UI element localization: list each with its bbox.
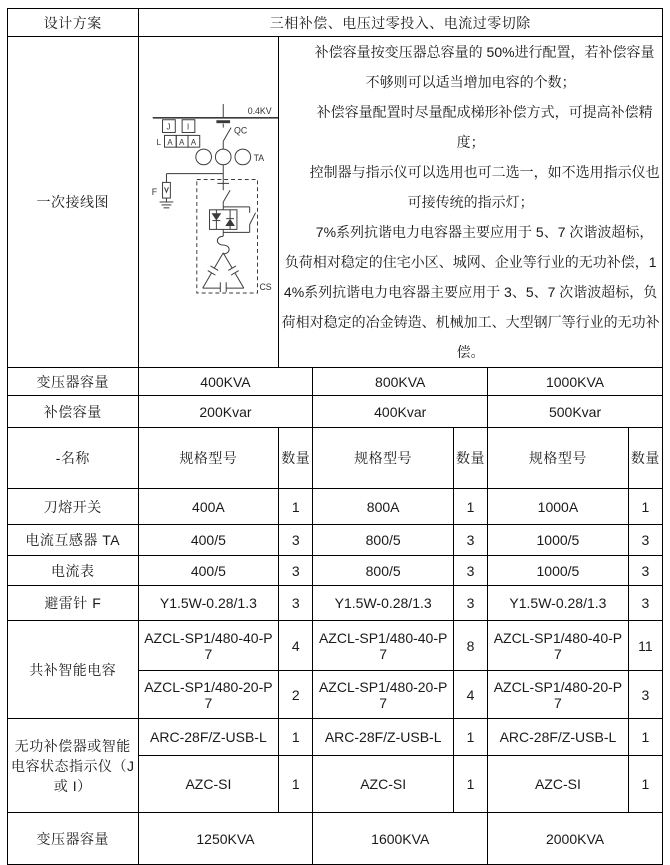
spec-cell: ARC-28F/Z-USB-L xyxy=(488,719,629,756)
component-label: 刀熔开关 xyxy=(8,489,139,525)
qty-header: 数量 xyxy=(453,428,487,489)
spec-cell: 1000/5 xyxy=(488,556,629,586)
component-label: 避雷针 F xyxy=(8,586,139,621)
compensation-capacity-row xyxy=(8,396,663,428)
one-line-diagram-cell xyxy=(138,37,279,368)
footer-transformer-value: 1600KVA xyxy=(313,813,488,865)
indicator-group-row xyxy=(8,719,663,756)
spec-cell: 800A xyxy=(313,489,454,525)
a-label: A xyxy=(167,137,173,147)
component-row xyxy=(8,525,663,556)
voltage-label: 0.4KV xyxy=(247,105,272,116)
a-label: A xyxy=(178,137,184,147)
design-scheme-row xyxy=(8,9,663,37)
transformer-capacity-value: 400KVA xyxy=(138,368,313,396)
qty-cell: 2 xyxy=(279,671,313,719)
spec-cell: AZCL-SP1/480-20-P7 xyxy=(138,671,279,719)
footer-transformer-value: 2000KVA xyxy=(488,813,663,865)
transformer-capacity-row xyxy=(8,368,663,396)
qty-cell: 3 xyxy=(279,556,313,586)
qty-cell: 3 xyxy=(628,525,662,556)
footer-transformer-row xyxy=(8,813,663,865)
i-label: I xyxy=(186,122,189,132)
qty-cell: 1 xyxy=(628,489,662,525)
transformer-capacity-value: 800KVA xyxy=(313,368,488,396)
capacitor-group-label: 共补智能电容 xyxy=(8,621,139,719)
qty-cell: 1 xyxy=(453,719,487,756)
qty-cell: 3 xyxy=(628,556,662,586)
compensation-capacity-value: 400Kvar xyxy=(313,396,488,428)
qty-cell: 1 xyxy=(628,756,662,813)
qty-cell: 8 xyxy=(453,621,487,671)
spec-cell: 400/5 xyxy=(138,525,279,556)
qty-cell: 3 xyxy=(279,586,313,621)
l-label: L xyxy=(156,137,161,147)
qc-switch-blade xyxy=(223,127,231,141)
a-label: A xyxy=(190,137,196,147)
qty-cell: 1 xyxy=(279,489,313,525)
compensation-capacity-value: 200Kvar xyxy=(138,396,313,428)
spec-cell: 400A xyxy=(138,489,279,525)
compensation-capacity-label: 补偿容量 xyxy=(8,396,139,428)
ct-circle xyxy=(235,149,251,165)
capacitor-group-row xyxy=(8,621,663,671)
indicator-group-label: 无功补偿器或智能电容状态指示仪（J 或 I） xyxy=(8,719,139,813)
design-notes xyxy=(279,37,663,368)
reactor-coil xyxy=(217,236,229,254)
bypass-switch-blade xyxy=(249,212,255,224)
footer-transformer-label: 变压器容量 xyxy=(8,813,139,865)
qty-cell: 1 xyxy=(279,719,313,756)
qty-cell: 3 xyxy=(628,586,662,621)
qty-cell: 3 xyxy=(628,671,662,719)
thyristor-down xyxy=(212,213,220,219)
ct-circle xyxy=(195,149,211,165)
qty-header: 数量 xyxy=(628,428,662,489)
spec-header: 规格型号 xyxy=(313,428,454,489)
transformer-capacity-value: 1000KVA xyxy=(488,368,663,396)
ta-label: TA xyxy=(253,152,264,163)
f-label: F xyxy=(151,186,157,197)
spec-cell: AZC-SI xyxy=(488,756,629,813)
spec-cell: 1000A xyxy=(488,489,629,525)
spec-cell: AZCL-SP1/480-40-P7 xyxy=(488,621,629,671)
internal-switch-blade xyxy=(223,190,230,202)
thyristor-up xyxy=(226,219,234,225)
component-row xyxy=(8,556,663,586)
ct-circle xyxy=(215,149,231,165)
spec-cell: 1000/5 xyxy=(488,525,629,556)
spec-header: 规格型号 xyxy=(488,428,629,489)
spec-cell: 800/5 xyxy=(313,525,454,556)
component-label: 电流表 xyxy=(8,556,139,586)
spec-cell: Y1.5W-0.28/1.3 xyxy=(138,586,279,621)
qc-label: QC xyxy=(233,124,247,135)
qty-header: 数量 xyxy=(279,428,313,489)
component-label: 电流互感器 TA xyxy=(8,525,139,556)
note-paragraph: 补偿容量配置时尽量配成梯形补偿方式，可提高补偿精度； xyxy=(316,104,653,150)
cs-label: CS xyxy=(259,281,272,292)
qty-cell: 1 xyxy=(453,756,487,813)
spec-cell: ARC-28F/Z-USB-L xyxy=(313,719,454,756)
compensation-capacity-value: 500Kvar xyxy=(488,396,663,428)
spec-cell: AZC-SI xyxy=(313,756,454,813)
arrester-body xyxy=(162,182,170,198)
qty-cell: 3 xyxy=(279,525,313,556)
spec-table xyxy=(7,8,663,865)
qty-cell: 4 xyxy=(453,671,487,719)
qty-cell: 1 xyxy=(279,756,313,813)
wiring-diagram-row xyxy=(8,37,663,368)
spec-cell: Y1.5W-0.28/1.3 xyxy=(488,586,629,621)
spec-cell: AZC-SI xyxy=(138,756,279,813)
wiring-diagram-label: 一次接线图 xyxy=(8,37,139,368)
transformer-capacity-label: 变压器容量 xyxy=(8,368,139,396)
one-line-diagram xyxy=(141,44,279,358)
design-scheme-label: 设计方案 xyxy=(8,9,139,37)
spec-header: 规格型号 xyxy=(138,428,279,489)
qty-cell: 11 xyxy=(628,621,662,671)
spec-cell: 800/5 xyxy=(313,556,454,586)
capacitor-unit-outline xyxy=(196,179,257,293)
component-row xyxy=(8,489,663,525)
qty-cell: 4 xyxy=(279,621,313,671)
column-header-row xyxy=(8,428,663,489)
j-label: J xyxy=(166,122,170,132)
spec-cell: Y1.5W-0.28/1.3 xyxy=(313,586,454,621)
spec-cell: AZCL-SP1/480-40-P7 xyxy=(313,621,454,671)
spec-cell: AZCL-SP1/480-40-P7 xyxy=(138,621,279,671)
note-paragraph: 补偿容量按变压器总容量的 50%进行配置，若补偿容量不够则可以适当增加电容的个数； xyxy=(314,44,655,90)
spec-cell: AZCL-SP1/480-20-P7 xyxy=(313,671,454,719)
spec-cell: 400/5 xyxy=(138,556,279,586)
spec-cell: ARC-28F/Z-USB-L xyxy=(138,719,279,756)
qty-cell: 1 xyxy=(628,719,662,756)
name-header: -名称 xyxy=(8,428,139,489)
thyristor-box xyxy=(209,209,236,229)
design-scheme-value: 三相补偿、电压过零投入、电流过零切除 xyxy=(138,9,662,37)
component-row xyxy=(8,586,663,621)
note-paragraph: 7%系列抗谐电力电容器主要应用于 5、7 次谐波超标，负荷相对稳定的住宅小区、城网、企业等行业的无功补偿，14%系列抗谐电力电容器主要应用于 3、5、7 次谐波超标，负荷相对稳定的冶金铸造、机械加工、大型钢厂等行业的无功补偿。 xyxy=(281,224,660,360)
qty-cell: 3 xyxy=(453,525,487,556)
spec-cell: AZCL-SP1/480-20-P7 xyxy=(488,671,629,719)
footer-transformer-value: 1250KVA xyxy=(138,813,313,865)
note-paragraph: 控制器与指示仪可以选用也可二选一，如不选用指示仪也可接传统的指示灯； xyxy=(309,164,660,210)
qty-cell: 1 xyxy=(453,489,487,525)
qty-cell: 3 xyxy=(453,556,487,586)
qty-cell: 3 xyxy=(453,586,487,621)
